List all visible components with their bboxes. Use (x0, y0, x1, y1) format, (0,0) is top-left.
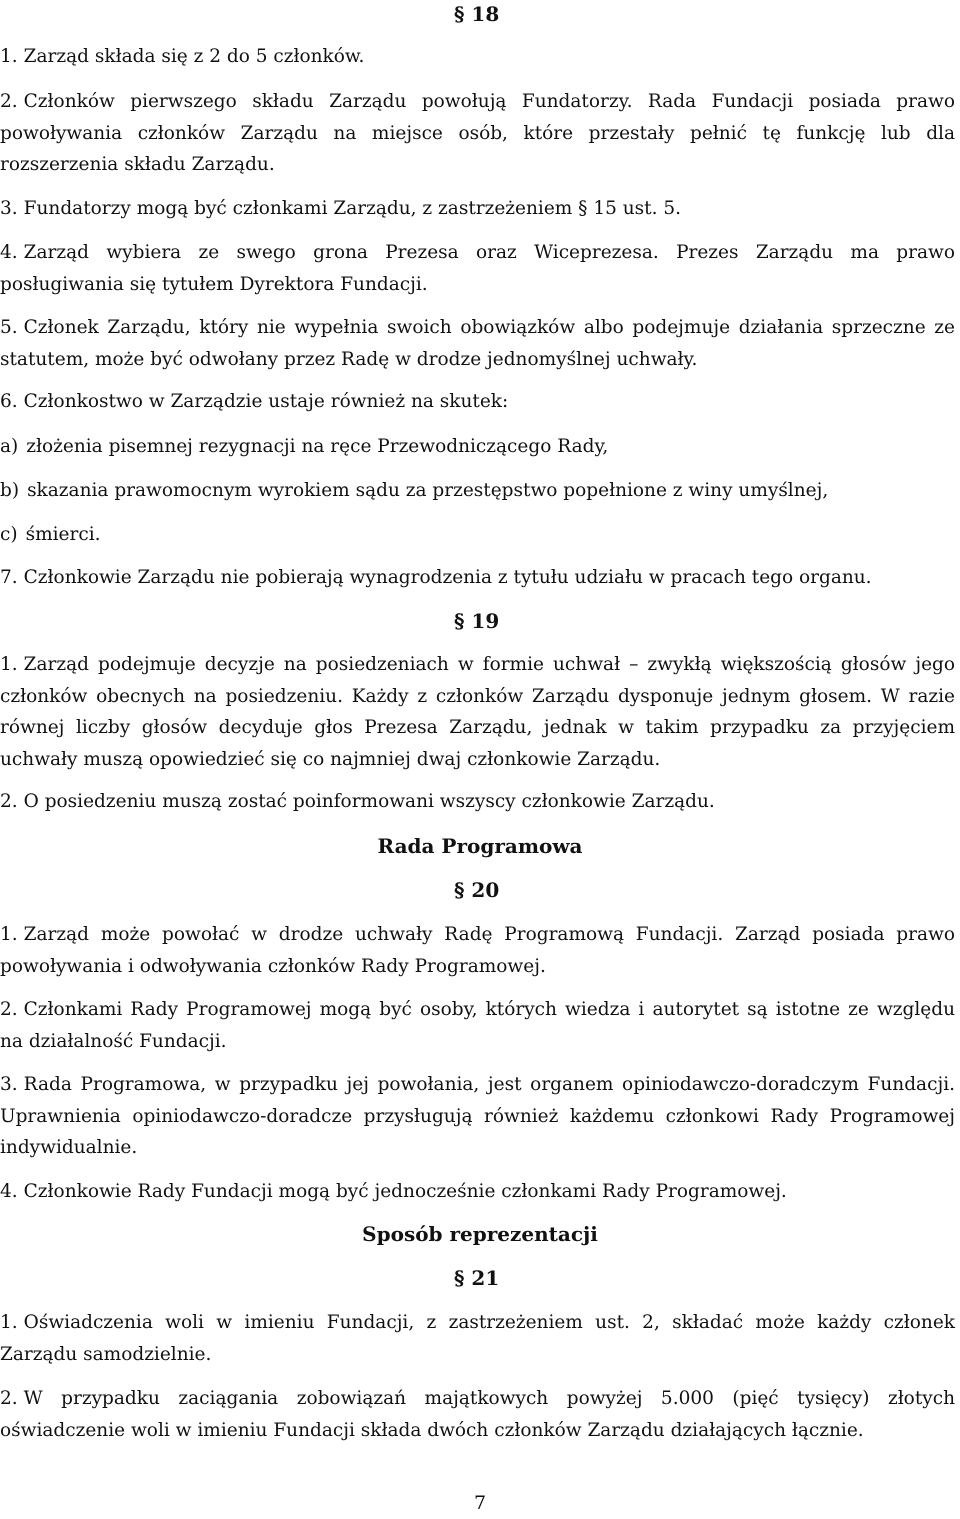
s20-item-2 (0, 994, 955, 1057)
sub-item-text: skazania prawomocnym wyrokiem sądu za przestępstwo popełnione z winy umyślnej, (27, 480, 829, 501)
page-number: 7 (473, 1492, 487, 1514)
item-text: Fundatorzy mogą być członkami Zarządu, z zastrzeżeniem § 15 ust. 5. (23, 198, 681, 219)
s21-item-2 (0, 1383, 955, 1446)
s21-item-1 (0, 1307, 955, 1370)
item-number: 2. (0, 791, 18, 812)
item-text: Członkowie Zarządu nie pobierają wynagrodzenia z tytułu udziału w pracach tego organu. (23, 567, 872, 588)
item-number: 1. (0, 924, 18, 945)
s18-item-4 (0, 237, 955, 300)
s19-item-1 (0, 649, 955, 775)
item-number: 1. (0, 1312, 18, 1333)
item-text: Zarząd składa się z 2 do 5 członków. (23, 46, 365, 67)
item-number: 2. (0, 91, 18, 112)
sub-item-text: złożenia pisemnej rezygnacji na ręce Przewodniczącego Rady, (26, 436, 609, 457)
sub-item-text: śmierci. (25, 524, 101, 545)
item-text: Zarząd może powołać w drodze uchwały Radę Programową Fundacji. Zarząd posiada prawo powoływania i odwoływania członków Rady Programowej. (0, 924, 955, 977)
item-text: O posiedzeniu muszą zostać poinformowani wszyscy członkowie Zarządu. (23, 791, 715, 812)
item-number: 7. (0, 567, 18, 588)
section-20-heading: § 20 (454, 878, 500, 902)
item-number: 1. (0, 654, 18, 675)
s18-item-6a (0, 431, 955, 463)
s18-item-7 (0, 562, 955, 594)
item-number: 1. (0, 46, 18, 67)
item-text: Członkostwo w Zarządzie ustaje również na skutek: (23, 391, 509, 412)
heading-rada-programowa: Rada Programowa (377, 834, 583, 858)
section-19-heading: § 19 (454, 609, 500, 633)
item-text: Zarząd podejmuje decyzje na posiedzeniach w formie uchwał – zwykłą większością głosów jego członków obecnych na posiedzeniu. Każdy z członków Zarządu dysponuje jednym głosem. W razie równej liczby głosów decyduje głos Prezesa Zarządu, jednak w takim przypadku za przyjęciem uchwały muszą opowiedzieć się co najmniej dwaj członkowie Zarządu. (0, 654, 955, 770)
s18-item-6b (0, 475, 955, 507)
item-text: Członek Zarządu, który nie wypełnia swoich obowiązków albo podejmuje działania sprzeczne ze statutem, może być odwołany przez Radę w drodze jednomyślnej uchwały. (0, 317, 955, 370)
item-number: 2. (0, 1388, 18, 1409)
s19-item-2 (0, 786, 955, 818)
section-21-heading: § 21 (454, 1266, 500, 1290)
heading-sposob-reprezentacji: Sposób reprezentacji (362, 1222, 598, 1246)
item-text: Członkowie Rady Fundacji mogą być jednocześnie członkami Rady Programowej. (23, 1181, 787, 1202)
item-number: 4. (0, 242, 18, 263)
s20-item-1 (0, 919, 955, 982)
item-number: 3. (0, 198, 18, 219)
item-text: W przypadku zaciągania zobowiązań majątkowych powyżej 5.000 (pięć tysięcy) złotych oświadczenie woli w imieniu Fundacji składa dwóch członków Zarządu działających łącznie. (0, 1388, 955, 1441)
item-text: Rada Programowa, w przypadku jej powołania, jest organem opiniodawczo-doradczym Fundacji. Uprawnienia opiniodawczo-doradcze przysługują również każdemu członkowi Rady Programowej indywidualnie. (0, 1074, 955, 1158)
sub-item-label: a) (0, 436, 19, 457)
s18-item-2 (0, 86, 955, 181)
item-number: 5. (0, 317, 18, 338)
item-text: Oświadczenia woli w imieniu Fundacji, z zastrzeżeniem ust. 2, składać może każdy członek Zarządu samodzielnie. (0, 1312, 955, 1365)
sub-item-label: c) (0, 524, 18, 545)
s20-item-4 (0, 1176, 955, 1208)
s20-item-3 (0, 1069, 955, 1164)
item-text: Członków pierwszego składu Zarządu powołują Fundatorzy. Rada Fundacji posiada prawo powoływania członków Zarządu na miejsce osób, które przestały pełnić tę funkcję lub dla rozszerzenia składu Zarządu. (0, 91, 955, 175)
s18-item-6 (0, 386, 955, 418)
item-text: Zarząd wybiera ze swego grona Prezesa oraz Wiceprezesa. Prezes Zarządu ma prawo posługiwania się tytułem Dyrektora Fundacji. (0, 242, 955, 295)
item-number: 4. (0, 1181, 18, 1202)
item-number: 2. (0, 999, 18, 1020)
sub-item-label: b) (0, 480, 20, 501)
s18-item-5 (0, 312, 955, 375)
section-18-heading: § 18 (454, 2, 500, 26)
item-number: 6. (0, 391, 18, 412)
s18-item-1 (0, 41, 955, 73)
s18-item-6c (0, 519, 955, 551)
item-text: Członkami Rady Programowej mogą być osoby, których wiedza i autorytet są istotne ze względu na działalność Fundacji. (0, 999, 955, 1052)
s18-item-3 (0, 193, 955, 225)
item-number: 3. (0, 1074, 18, 1095)
